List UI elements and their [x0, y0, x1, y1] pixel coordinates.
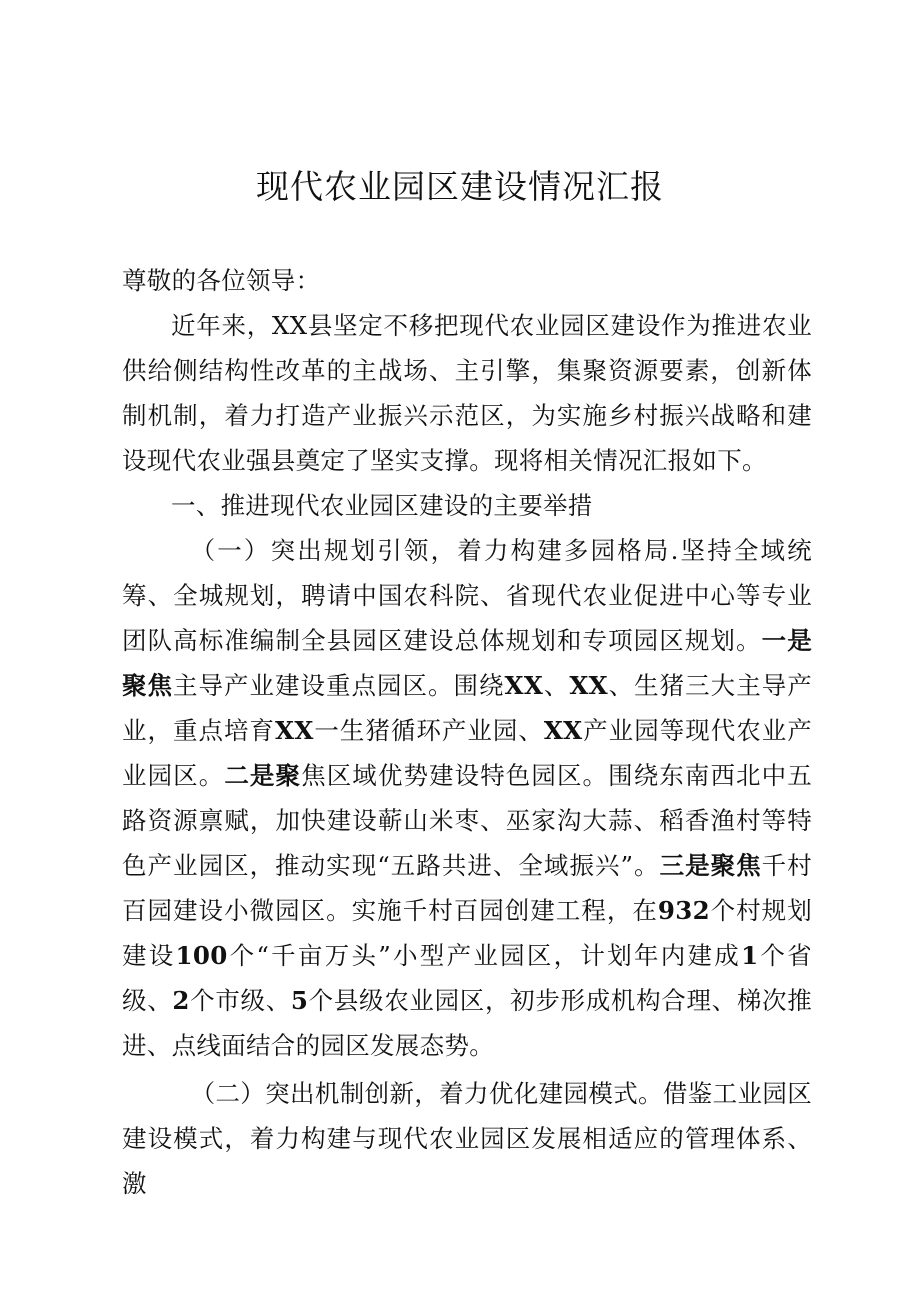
section-heading-1: 一、推进现代农业园区建设的主要举措	[171, 491, 593, 520]
bold-phrase: XX	[569, 671, 608, 700]
text-run: 千村百园建设小微园区。实施千村百园创建工程，在	[122, 851, 812, 925]
bold-number: 1	[741, 941, 759, 970]
text-run: 个省级、	[122, 941, 812, 1015]
text-run: 个“千亩万头”小型产业园区，计划年内建成	[227, 941, 742, 970]
bold-phrase: XX	[543, 716, 583, 745]
bold-phrase: 一是聚焦	[122, 626, 812, 700]
salutation: 尊敬的各位领导：	[122, 266, 321, 295]
text-run: 产业园等现代农业产业园区。	[122, 716, 812, 790]
bold-phrase: 二是聚	[224, 761, 302, 790]
bold-phrase: 三是聚焦	[659, 851, 762, 880]
text-run: 个村规划建设	[122, 896, 812, 970]
subsection-1-lead: （一）突出规划引领，着力构建多园格局.坚持全域统筹、全城规划，聘请中国农科院、省现代农业促进中心等专业团队高标准编制全县园区建设总体规划和专项园区规划。	[122, 536, 812, 655]
subsection-1-paragraph	[122, 528, 812, 1068]
bold-number: 100	[175, 941, 228, 970]
bold-number: 2	[172, 986, 190, 1015]
document-body	[122, 258, 812, 1206]
bold-number: 932	[657, 896, 710, 925]
text-run: 一生猪循环产业园、	[313, 716, 544, 745]
document-title: 现代农业园区建设情况汇报	[256, 167, 664, 206]
subsection-2-paragraph: （二）突出机制创新，着力优化建园模式。借鉴工业园区建设模式，着力构建与现代农业园区发展相适应的管理体系、激	[122, 1079, 812, 1198]
bold-number: 5	[290, 986, 309, 1015]
text-run: 个县级农业园区，初步形成机构合理、梯次推进、点线面结合的园区发展态势。	[122, 986, 813, 1060]
text-run: 、生猪三大主导产业，重点培育	[122, 671, 812, 745]
intro-paragraph: 近年来，XX县坚定不移把现代农业园区建设作为推进农业供给侧结构性改革的主战场、主引擎，集聚资源要素，创新体制机制，着力打造产业振兴示范区，为实施乡村振兴战略和建设现代农业强县奠定了坚实支撑。现将相关情况汇报如下。	[122, 311, 812, 475]
text-run: 个市级、	[189, 986, 291, 1015]
bold-phrase: XX	[504, 671, 544, 700]
text-run: 、	[543, 671, 570, 700]
text-run: 焦区域优势建设特色园区。围绕东南西北中五路资源禀赋，加快建设蕲山米枣、巫家沟大蒜、稻香渔村等特色产业园区，推动实现“五路共进、全域振兴”。	[122, 761, 813, 880]
bold-phrase: XX	[275, 716, 314, 745]
text-run: 主导产业建设重点园区。围绕	[173, 671, 505, 700]
